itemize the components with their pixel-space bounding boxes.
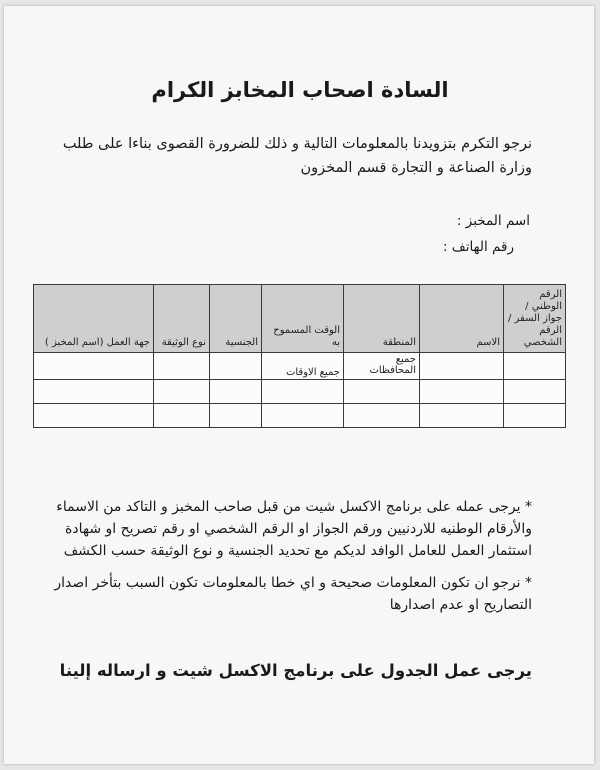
info-table bbox=[33, 284, 566, 428]
notes-section bbox=[32, 496, 532, 626]
table-cell bbox=[34, 380, 154, 404]
table-row bbox=[34, 380, 566, 404]
table-cell bbox=[262, 380, 344, 404]
table-row bbox=[34, 404, 566, 428]
note-excel-instructions: * يرجى عمله على برنامج الاكسل شيت من قبل صاحب المخبز و التاكد من الاسماء والأرقام الوطنيه للاردنيين ورقم الجواز او الرقم الشخصي او رقم تصريح او شهادة استثمار العمل للعامل الوافد لديكم مع تحديد الجنسية و نوع الوثيقة حسب الكشف bbox=[56, 499, 532, 559]
table-cell bbox=[154, 353, 210, 380]
table-header-row bbox=[34, 285, 566, 353]
table-cell bbox=[154, 380, 210, 404]
col-header-nationality: الجنسية bbox=[210, 285, 262, 353]
note-accuracy-warning: * نرجو ان تكون المعلومات صحيحة و اي خطا بالمعلومات تكون السبب بتأخر اصدار التصاريح او عدم اصدارها bbox=[54, 575, 532, 613]
col-header-document-type: نوع الوثيقة bbox=[154, 285, 210, 353]
col-header-allowed-time: الوقت المسموح به bbox=[262, 285, 344, 353]
table-cell bbox=[210, 380, 262, 404]
document-title: السادة اصحاب المخابز الكرام bbox=[151, 78, 449, 102]
table-cell bbox=[154, 404, 210, 428]
table-cell bbox=[34, 404, 154, 428]
table-row bbox=[34, 353, 566, 380]
table-cell: جميع المحافظات bbox=[344, 353, 420, 380]
table-cell bbox=[420, 404, 504, 428]
table-cell bbox=[504, 404, 566, 428]
col-header-name: الاسم bbox=[420, 285, 504, 353]
col-header-region: المنطقة bbox=[344, 285, 420, 353]
table-cell: جميع الاوقات bbox=[262, 353, 344, 380]
form-fields bbox=[330, 208, 530, 260]
table-cell bbox=[344, 404, 420, 428]
table-cell bbox=[504, 380, 566, 404]
table-cell bbox=[210, 404, 262, 428]
phone-label: رقم الهاتف : bbox=[442, 239, 514, 255]
table-cell bbox=[262, 404, 344, 428]
table-cell bbox=[420, 380, 504, 404]
table-cell bbox=[344, 380, 420, 404]
col-header-national-id: الرقم الوطني / جواز السفر / الرقم الشخصي bbox=[504, 285, 566, 353]
bakery-name-label: اسم المخبز : bbox=[456, 213, 530, 229]
table-cell bbox=[34, 353, 154, 380]
table-cell bbox=[420, 353, 504, 380]
table-cell bbox=[210, 353, 262, 380]
table-cell bbox=[504, 353, 566, 380]
col-header-employer: جهة العمل (اسم المخبز ) bbox=[34, 285, 154, 353]
closing-instruction: يرجى عمل الجدول على برنامج الاكسل شيت و ارساله إلينا bbox=[59, 661, 532, 680]
intro-paragraph: نرجو التكرم بتزويدنا بالمعلومات التالية و ذلك للضرورة القصوى بناءا على طلب وزارة الصناعة و التجارة قسم المخزون bbox=[62, 136, 532, 176]
